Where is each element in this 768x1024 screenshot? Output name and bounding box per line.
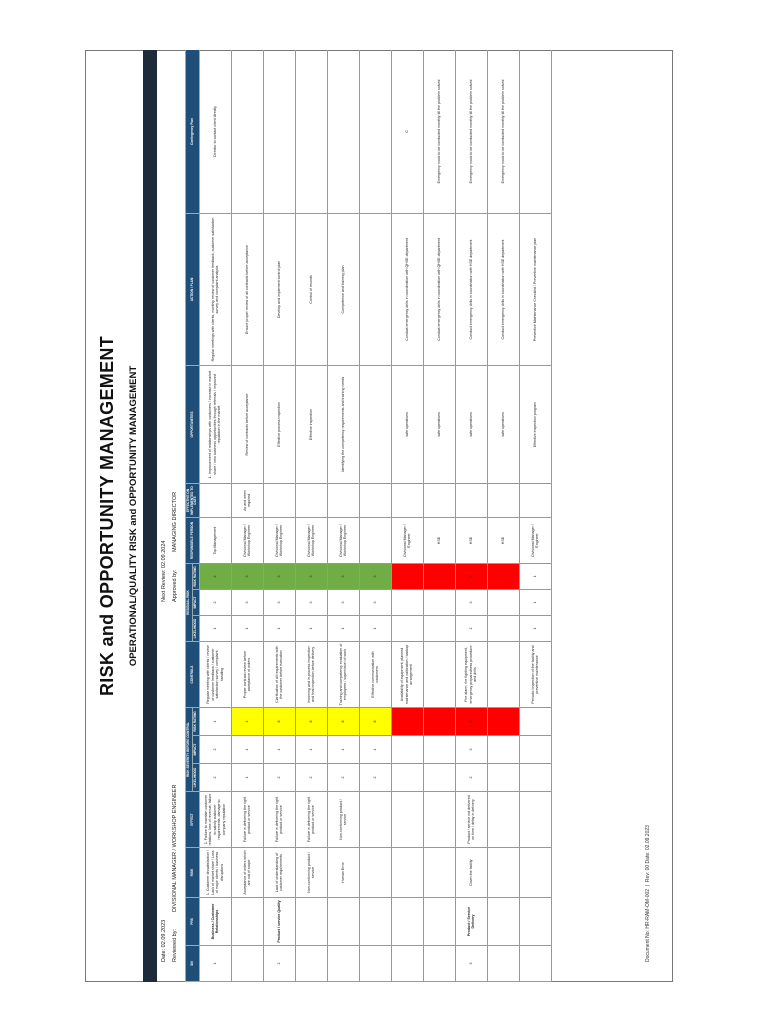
cell-risk-rating-residual: 3 <box>263 564 295 590</box>
cell-impact: 4 <box>231 736 263 764</box>
cell-risk-rating: 6 <box>455 708 487 736</box>
table-row <box>487 50 519 982</box>
cell-contingency <box>519 50 551 214</box>
cell-responsible: HSE <box>455 518 487 564</box>
cell-likelihood-residual <box>391 616 423 642</box>
cell-likelihood: 1 <box>231 764 263 792</box>
cell-opportunities: Effective inspection <box>295 366 327 484</box>
cell-likelihood-residual <box>487 616 519 642</box>
risk-register-table <box>185 50 552 982</box>
cell-contingency <box>359 50 391 214</box>
cell-risk-rating-residual: 6 <box>455 564 487 590</box>
cell-action: Control of records <box>295 214 327 366</box>
cell-action: Develop and implement control plan <box>263 214 295 366</box>
cell-no <box>391 946 423 982</box>
date-label: Date: 02.09.2023 <box>161 919 167 962</box>
col-header-impact-residual: IMPACT <box>192 590 199 616</box>
reviewed-by-label: Reviewed by: <box>172 928 178 962</box>
cell-likelihood <box>423 764 455 792</box>
cell-impact: 2 <box>199 736 231 764</box>
header-band <box>143 50 157 982</box>
col-header-opportunities: OPPORTUNITIES <box>186 366 200 484</box>
cell-likelihood: 2 <box>199 764 231 792</box>
cell-action: Preventive Maintenance Checklist / Preventive maintenance plan <box>519 214 551 366</box>
cell-no <box>295 946 327 982</box>
cell-action: Conduct emergency drills in coordination with HSE department <box>455 214 487 366</box>
cell-process <box>359 898 391 946</box>
cell-risk-rating-residual <box>423 564 455 590</box>
cell-action: Ensure proper review of all contracts before acceptance <box>231 214 263 366</box>
cell-impact-residual: 3 <box>263 590 295 616</box>
cell-controls: Periodic inspection of the facility and preventive maintenance <box>519 642 551 708</box>
cell-review <box>359 484 391 518</box>
cell-responsible: HSE <box>423 518 455 564</box>
cell-contingency: Emergency mock to be conducted monthly till the problem solved <box>455 50 487 214</box>
cell-controls: Availability of equipment, planned maintenance and calibration / backup arrangement <box>391 642 423 708</box>
header-row-1 <box>186 50 193 982</box>
cell-likelihood-residual: 1 <box>519 616 551 642</box>
approved-by-label: Approved by: <box>172 569 178 602</box>
cell-impact: 3 <box>455 736 487 764</box>
cell-controls <box>423 642 455 708</box>
cell-risk-rating: 8 <box>295 708 327 736</box>
cell-risk: Down the facility <box>455 848 487 898</box>
cell-opportunities: Review of contracts before acceptance <box>231 366 263 484</box>
cell-review <box>487 484 519 518</box>
cell-likelihood <box>391 764 423 792</box>
table-row <box>519 50 551 982</box>
cell-likelihood-residual: 1 <box>359 616 391 642</box>
cell-controls: Training and competency evaluation of employees / supervision of work <box>327 642 359 708</box>
cell-opportunities: Effective process inspection <box>263 366 295 484</box>
cell-risk-rating <box>423 708 455 736</box>
cell-risk: Human Error <box>327 848 359 898</box>
cell-risk <box>359 848 391 898</box>
cell-likelihood-residual: 2 <box>455 616 487 642</box>
cell-likelihood: 2 <box>327 764 359 792</box>
cell-risk-rating: 8 <box>263 708 295 736</box>
cell-impact: 4 <box>263 736 295 764</box>
col-header-process: PRS <box>186 898 200 946</box>
cell-risk-rating-residual <box>487 564 519 590</box>
col-header-effect: EFFECT <box>186 792 200 848</box>
cell-controls: Regular meeting with clients / review of customer feedback / customer satisfaction survey / complaint handling <box>199 642 231 708</box>
cell-process <box>423 898 455 946</box>
cell-process <box>519 898 551 946</box>
cell-risk-rating <box>519 708 551 736</box>
col-header-risk-rating-residual: RISK RATING <box>192 564 199 590</box>
cell-likelihood-residual: 1 <box>263 616 295 642</box>
cell-review <box>423 484 455 518</box>
approved-by-value: MANAGING DIRECTOR <box>172 491 178 552</box>
cell-impact-residual <box>391 590 423 616</box>
cell-risk-rating-residual: 1 <box>519 564 551 590</box>
cell-opportunities: safe operations <box>391 366 423 484</box>
cell-impact-residual <box>423 590 455 616</box>
cell-risk-rating-residual <box>391 564 423 590</box>
register-body <box>199 50 551 982</box>
cell-controls: Incoming and in-process inspection and final inspection before delivery <box>295 642 327 708</box>
col-header-risk: RISK <box>186 848 200 898</box>
cell-responsible: Divisional Manager / Workshop Engineer <box>263 518 295 564</box>
cell-impact-residual: 3 <box>455 590 487 616</box>
cell-review <box>263 484 295 518</box>
col-header-impact: IMPACT <box>192 736 199 764</box>
cell-risk-rating-residual: 3 <box>359 564 391 590</box>
cell-process: Business / Customer Relationships <box>199 898 231 946</box>
cell-risk: Non-conforming product / service <box>295 848 327 898</box>
cell-risk-rating: 4 <box>231 708 263 736</box>
cell-impact-residual: 2 <box>199 590 231 616</box>
cell-opportunities: 1. Improvement of relationships with customers / increase in market share / new business opportunities through referrals / improved reputation in the market <box>199 366 231 484</box>
table-row <box>231 50 263 982</box>
cell-risk-rating: 4 <box>199 708 231 736</box>
cell-contingency <box>263 50 295 214</box>
cell-risk-rating-residual: 3 <box>231 564 263 590</box>
cell-risk-rating-residual: 3 <box>295 564 327 590</box>
cell-likelihood-residual: 1 <box>231 616 263 642</box>
cell-controls: Proper contract review before acceptance of orders <box>231 642 263 708</box>
cell-impact-residual: 1 <box>519 590 551 616</box>
cell-likelihood-residual: 1 <box>327 616 359 642</box>
cell-contingency <box>295 50 327 214</box>
cell-contingency <box>231 50 263 214</box>
cell-impact-residual: 3 <box>359 590 391 616</box>
cell-controls: Clarification of all requirements with the customer before execution <box>263 642 295 708</box>
cell-impact: 4 <box>295 736 327 764</box>
cell-action: Conduct emergency drills in coordination with QHSE department <box>391 214 423 366</box>
cell-likelihood-residual <box>423 616 455 642</box>
cell-risk-rating: 8 <box>327 708 359 736</box>
cell-action: Conduct emergency drills in coordination with HSE department <box>487 214 519 366</box>
cell-effect <box>519 792 551 848</box>
cell-risk <box>519 848 551 898</box>
cell-no: 2 <box>263 946 295 982</box>
cell-risk <box>423 848 455 898</box>
cell-process: Product / Service Delivery <box>455 898 487 946</box>
cell-process <box>487 898 519 946</box>
cell-risk <box>487 848 519 898</box>
cell-effect: Failure in delivering the right product or service <box>231 792 263 848</box>
next-review-label: Next Review: 02.09.2024 <box>161 540 167 602</box>
cell-effect <box>487 792 519 848</box>
cell-opportunities: safe operations <box>455 366 487 484</box>
col-header-no: SN <box>186 946 200 982</box>
table-row <box>295 50 327 982</box>
cell-opportunities: Identifying the competency requirements and training needs <box>327 366 359 484</box>
cell-action <box>359 214 391 366</box>
table-row <box>199 50 231 982</box>
cell-contingency: Emergency mock to be conducted monthly till the problem solved <box>423 50 455 214</box>
rotated-page <box>85 50 673 982</box>
cell-impact: 4 <box>327 736 359 764</box>
cell-effect <box>391 792 423 848</box>
cell-likelihood: 2 <box>295 764 327 792</box>
cell-opportunities: safe operations <box>423 366 455 484</box>
table-row <box>455 50 487 982</box>
cell-responsible: Divisional Manager / Workshop Engineer <box>231 518 263 564</box>
cell-no: 3 <box>455 946 487 982</box>
cell-likelihood <box>519 764 551 792</box>
cell-no <box>359 946 391 982</box>
cell-impact <box>487 736 519 764</box>
cell-risk-rating: 8 <box>359 708 391 736</box>
cell-likelihood-residual: 1 <box>199 616 231 642</box>
document-title: RISK and OPPORTUNITY MANAGEMENT <box>97 336 117 696</box>
cell-action: Conduct emergency drills in coordination with QHSE department <box>423 214 455 366</box>
col-header-review: EFFECTIVE ON IMPLEMENTED TO DATE <box>186 484 200 518</box>
cell-opportunities: safe operations <box>487 366 519 484</box>
cell-likelihood-residual: 1 <box>295 616 327 642</box>
cell-action: Regular meetings with clients, monthly review of customer feedback, customer satisfaction survey and complaint analysis <box>199 214 231 366</box>
cell-risk-rating-residual: 2 <box>199 564 231 590</box>
cell-responsible: Divisional Manager / Engineer <box>519 518 551 564</box>
cell-likelihood: 2 <box>263 764 295 792</box>
cell-contingency: C <box>391 50 423 214</box>
cell-controls <box>487 642 519 708</box>
cell-review: As and when required <box>231 484 263 518</box>
cell-responsible: Top Management <box>199 518 231 564</box>
cell-no <box>231 946 263 982</box>
col-header-responsible: RESPONSIBLE PERSON <box>186 518 200 564</box>
table-row <box>263 50 295 982</box>
cell-process <box>391 898 423 946</box>
cell-action: Competence and training plan <box>327 214 359 366</box>
cell-likelihood <box>487 764 519 792</box>
cell-controls: Fire alarm, fire fighting equipment, emergency preparedness procedure and drills <box>455 642 487 708</box>
cell-process <box>327 898 359 946</box>
footer-line-1: Document No: HR-RAM-OM-002 <box>645 888 651 962</box>
cell-controls: Effective communication with customers <box>359 642 391 708</box>
cell-effect: Product / service not delivered on time / delay in delivery <box>455 792 487 848</box>
cell-responsible: HSE <box>487 518 519 564</box>
col-header-residual-group: RESIDUAL RISK <box>186 564 193 642</box>
cell-risk-rating <box>391 708 423 736</box>
cell-opportunities <box>359 366 391 484</box>
table-row <box>327 50 359 982</box>
cell-effect <box>359 792 391 848</box>
cell-impact <box>391 736 423 764</box>
cell-risk-rating-residual: 3 <box>327 564 359 590</box>
cell-effect: Failure in delivering the right product or service <box>263 792 295 848</box>
cell-impact-residual: 3 <box>231 590 263 616</box>
col-header-likelihood-residual: LIKELIHOOD <box>192 616 199 642</box>
cell-process: Product / service Quality <box>263 898 295 946</box>
cell-no <box>519 946 551 982</box>
cell-impact-residual: 3 <box>327 590 359 616</box>
cell-responsible: Divisional Manager / Workshop Engineer <box>295 518 327 564</box>
cell-effect: 1. Failure to maintain customer relations, loss of revenue, failure to satisfy customer requirements, damage to company reputation <box>199 792 231 848</box>
col-header-action: ACTION / PLAN <box>186 214 200 366</box>
col-header-likelihood: LIKELIHOOD <box>192 764 199 792</box>
footer-line-2: Rev: 00 Date: 02.09.2023 <box>645 825 651 883</box>
reviewed-by-value: DIVISIONAL MANAGER / WORKSHOP ENGINEER <box>172 784 178 912</box>
cell-impact <box>519 736 551 764</box>
cell-impact <box>423 736 455 764</box>
cell-likelihood: 2 <box>359 764 391 792</box>
cell-effect <box>423 792 455 848</box>
cell-review <box>519 484 551 518</box>
cell-impact: 4 <box>359 736 391 764</box>
cell-no <box>487 946 519 982</box>
cell-review <box>327 484 359 518</box>
cell-process <box>295 898 327 946</box>
cell-risk: 1. Customer dissatisfaction / Lack of market share / Loss of major clients / business disruptions <box>199 848 231 898</box>
cell-no: 1 <box>199 946 231 982</box>
cell-risk: Acceptance of orders which are out of scope <box>231 848 263 898</box>
col-header-before-group: RISK SEVERITY BEFORE CONTROL <box>186 708 193 792</box>
table-row <box>423 50 455 982</box>
cell-opportunities: Effective inspection program <box>519 366 551 484</box>
cell-responsible: Divisional Manager / Engineer <box>391 518 423 564</box>
table-row <box>391 50 423 982</box>
cell-responsible: Divisional Manager / Workshop Engineer <box>327 518 359 564</box>
cell-contingency <box>327 50 359 214</box>
document-footer: Document No: HR-RAM-OM-002 | Rev: 00 Date: 02.09.2023 <box>645 825 651 962</box>
cell-effect: Failure in delivering the right product or service <box>295 792 327 848</box>
col-header-controls: CONTROLS <box>186 642 200 708</box>
cell-contingency: Emergency mock to be conducted monthly till the problem solved <box>487 50 519 214</box>
col-header-contingency: Contingency Plan <box>186 50 200 214</box>
cell-contingency: Director to contact client directly <box>199 50 231 214</box>
table-row <box>359 50 391 982</box>
col-header-risk-rating: RISK RATING <box>192 708 199 736</box>
cell-review <box>391 484 423 518</box>
cell-review <box>199 484 231 518</box>
register-sheet <box>85 50 673 982</box>
cell-impact-residual <box>487 590 519 616</box>
document-subtitle: OPERATIONAL/QUALITY RISK and OPPORTUNITY MANAGEMENT <box>128 365 139 667</box>
cell-no <box>423 946 455 982</box>
cell-risk: Lack of understanding of customer requirements <box>263 848 295 898</box>
cell-responsible <box>359 518 391 564</box>
cell-no <box>327 946 359 982</box>
cell-review <box>455 484 487 518</box>
cell-effect: Non-conforming product / service <box>327 792 359 848</box>
cell-process <box>231 898 263 946</box>
cell-likelihood: 2 <box>455 764 487 792</box>
cell-risk-rating <box>487 708 519 736</box>
cell-risk <box>391 848 423 898</box>
cell-review <box>295 484 327 518</box>
cell-impact-residual: 3 <box>295 590 327 616</box>
